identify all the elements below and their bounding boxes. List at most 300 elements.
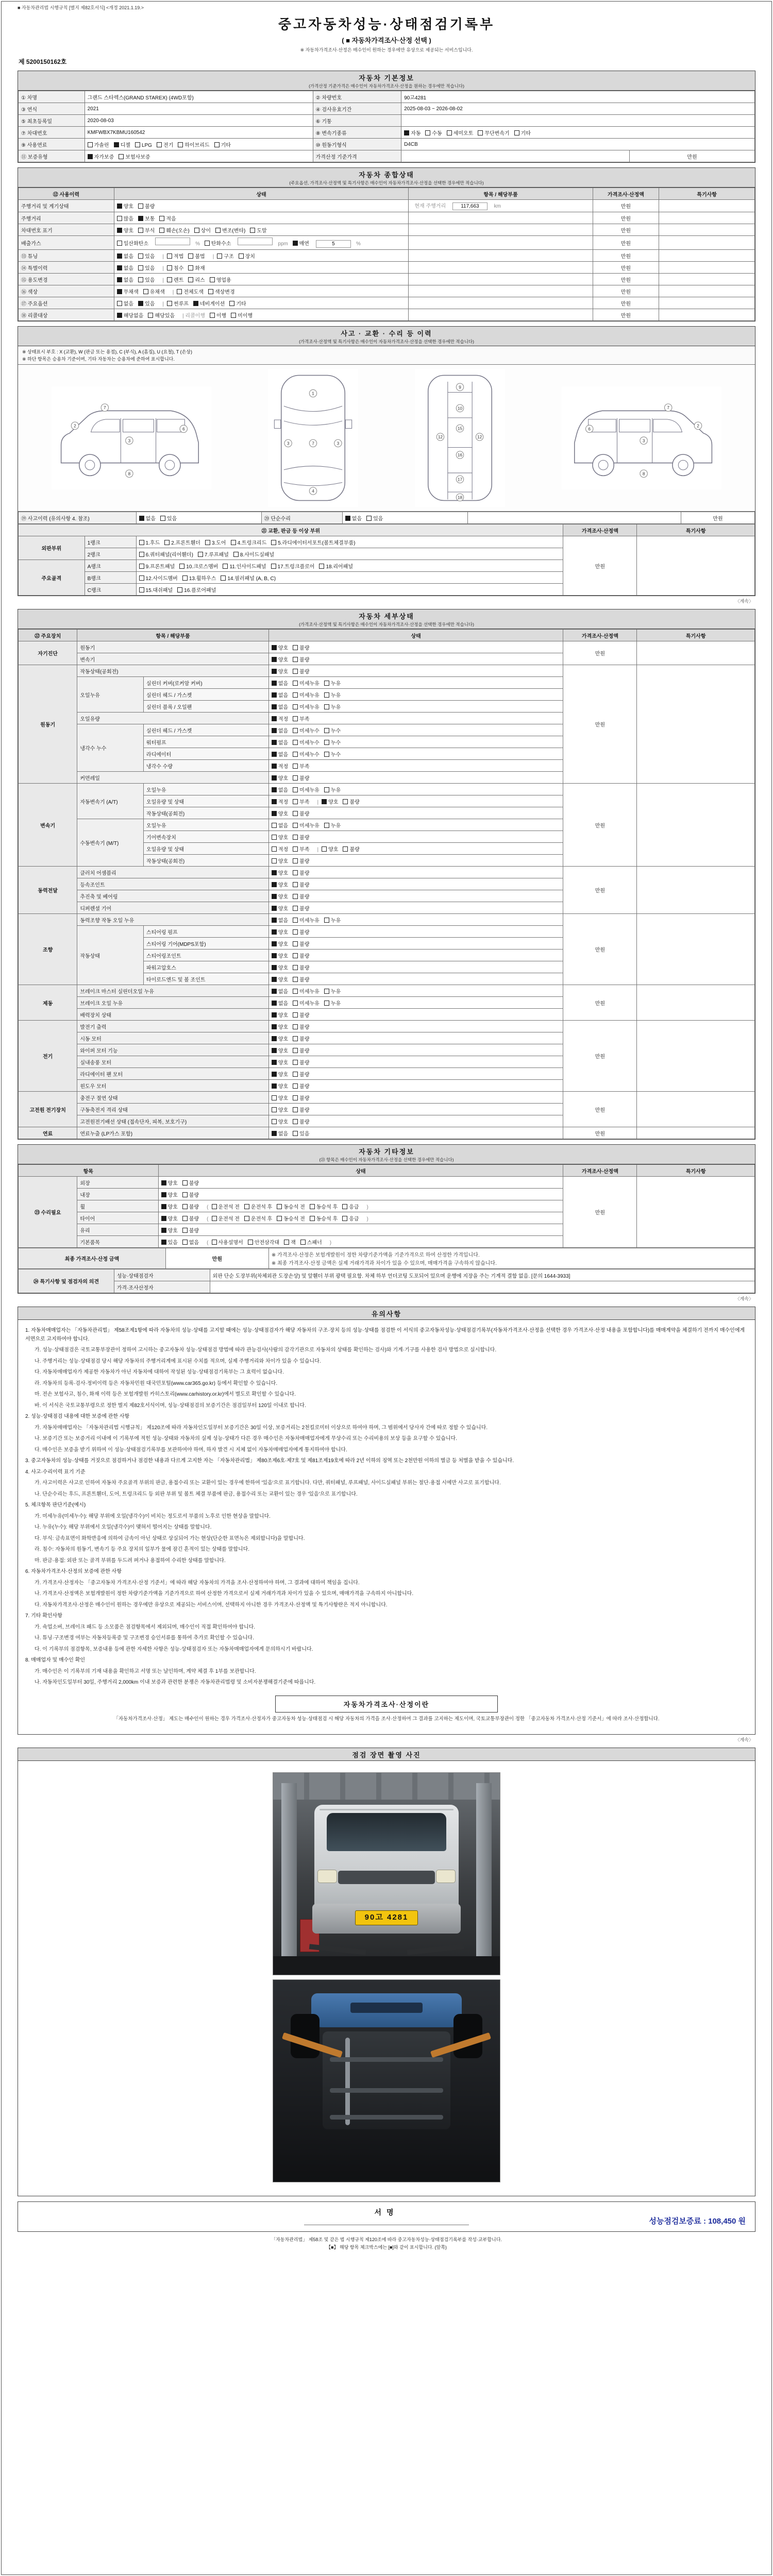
checkbox-불량[interactable]: 불량 [293,1070,309,1078]
checkbox-12.사이드멤버[interactable]: 12.사이드멤버 [139,574,178,582]
row-label: 윈도우 모터 [77,1080,269,1092]
notice-item: 나. 단순수리는 후드, 프론트휀더, 도어, 트렁크리드 등 외판 부위 및 볼트 체결 부품에 판금, 용접수리 또는 교환이 있는 경우 '있음'으로 표기합니다. [35,1491,358,1497]
vehicle-lower-grille [350,2003,423,2013]
checkbox-미세누수[interactable]: 미세누수 [293,750,320,758]
checkbox-17.트렁크플로어[interactable]: 17.트렁크플로어 [271,562,315,570]
cell [342,512,467,524]
cell: 현재 주행거리 117,663 km [409,200,593,212]
workshop-floor [273,1956,500,1975]
checkbox-불법[interactable]: 불법 [188,252,205,260]
checkbox-동승석 전[interactable]: 동승석 전 [277,1202,305,1210]
row-label: 연료누출 (LP가스 포함) [77,1127,269,1139]
checkbox-상이[interactable]: 상이 [194,226,211,234]
checkbox-없음[interactable]: 없음 [272,786,288,793]
cell [268,724,563,736]
cell [637,536,755,596]
checkbox-미세누유[interactable]: 미세누유 [293,821,320,829]
row-label: 실린더 커버(로커암 커버) [143,677,268,689]
checkbox-미세누유[interactable]: 미세누유 [293,679,320,687]
cell [268,736,563,748]
checkbox-미세누유[interactable]: 미세누유 [293,987,320,995]
checkbox-불량[interactable]: 불량 [293,667,309,675]
car-diagram-side-right [562,386,721,489]
checkbox-불량[interactable]: 불량 [293,975,309,983]
checkbox-14.필러패널 (A, B, C)[interactable]: 14.필러패널 (A, B, C) [221,574,276,582]
row-label: 실린더 헤드 / 가스켓 [143,689,268,701]
checkbox-썬루프[interactable]: 썬루프 [167,299,189,307]
checkbox-양호[interactable]: 양호 [161,1226,178,1234]
checkbox-11.인사이드패널[interactable]: 11.인사이드패널 [223,562,266,570]
checkbox-없음[interactable]: 없음 [272,999,288,1007]
checkbox-동승석 후[interactable]: 동승석 후 [310,1214,338,1222]
checkbox-없음[interactable]: 없음 [272,726,288,734]
checkbox-불량[interactable]: 불량 [293,952,309,959]
row-label: ⑮ 용도변경 [19,274,114,285]
checkbox-불량[interactable]: 불량 [293,1058,309,1066]
checkbox-없음[interactable]: 없음 [272,738,288,746]
row-label: 디퍼렌셜 기어 [77,902,269,914]
checkbox-없음[interactable]: 없음 [117,264,133,272]
checkbox-양호[interactable]: 양호 [272,880,288,888]
checkbox-탄화수소[interactable]: 탄화수소 [205,239,231,247]
checkbox-해당있음[interactable]: 해당있음 [148,311,175,319]
checkbox-양호[interactable]: 양호 [272,904,288,912]
checkbox-디젤[interactable]: 디젤 [114,141,130,148]
checkbox-적법[interactable]: 적법 [167,252,183,260]
checkbox-있음[interactable]: 있음 [138,276,155,283]
checkbox-하이브리드[interactable]: 하이브리드 [178,141,209,148]
checkbox-안전삼각대[interactable]: 안전삼각대 [248,1238,279,1246]
checkbox-적정[interactable]: 적정 [272,845,288,853]
checkbox-양호[interactable]: 양호 [272,655,288,663]
value-field[interactable]: 5 [316,240,351,248]
checkbox-누수[interactable]: 누수 [324,738,341,746]
car-diagram-underbody [415,369,505,507]
checkbox-기타[interactable]: 기타 [229,299,246,307]
section-basic-note: (가격산정 기준가격은 매수인이 자동차가격조사·산정을 원하는 경우에만 적습니다) [309,83,464,89]
checkbox-양호[interactable]: 양호 [272,963,288,971]
checkbox-적정[interactable]: 적정 [272,762,288,770]
checkbox-불량[interactable]: 불량 [293,928,309,936]
checkbox-5.라디에이터서포트(볼트체결부품)[interactable]: 5.라디에이터서포트(볼트체결부품) [271,538,355,546]
checkbox-미세누수[interactable]: 미세누수 [293,738,320,746]
checkbox-보험사보증[interactable]: 보험사보증 [119,152,150,160]
comprehensive-table [18,188,755,321]
row-label: ⑦ 차대번호 [19,127,85,139]
checkbox-불량[interactable]: 불량 [293,655,309,663]
row-label: 추진축 및 베어링 [77,890,269,902]
checkbox-양호[interactable]: 양호 [272,975,288,983]
checkbox-불량[interactable]: 불량 [182,1191,199,1198]
checkbox-양호[interactable]: 양호 [272,643,288,651]
checkbox-색상변경[interactable]: 색상변경 [208,287,235,295]
checkbox-양호[interactable]: 양호 [272,1070,288,1078]
checkbox-양호[interactable]: 양호 [272,1035,288,1042]
checkbox-불량[interactable]: 불량 [293,963,309,971]
checkbox-네비게이션[interactable]: 네비게이션 [193,299,225,307]
checkbox-양호[interactable]: 양호 [322,845,338,853]
checkbox-운전석 후[interactable]: 운전석 후 [244,1214,272,1222]
row-label: 동력전달 [19,867,77,914]
checkbox-양호[interactable]: 양호 [272,809,288,817]
checkbox-장치[interactable]: 장치 [239,252,255,260]
checkbox-세미오토[interactable]: 세미오토 [447,129,474,137]
checkbox-부족[interactable]: 부족 [293,715,309,722]
cell [268,938,563,950]
checkbox-구조[interactable]: 구조 [217,252,233,260]
checkbox-누유[interactable]: 누유 [324,679,341,687]
section-detail [18,609,755,1140]
checkbox-미세누유[interactable]: 미세누유 [293,916,320,924]
checkbox-전체도색[interactable]: 전체도색 [177,287,204,295]
checkbox-적정[interactable]: 적정 [272,798,288,805]
svg-text:17: 17 [457,477,463,482]
table-row [19,200,755,212]
checkbox-8.사이드실패널[interactable]: 8.사이드실패널 [233,550,274,558]
checkbox-불량[interactable]: 불량 [293,880,309,888]
cell [409,274,593,285]
checkbox-자가보증[interactable]: 자가보증 [88,152,114,160]
table-row [19,150,755,162]
crossmember [330,2088,443,2093]
checkbox-불량[interactable]: 불량 [182,1226,199,1234]
checkbox-불량[interactable]: 불량 [293,1106,309,1113]
table-row [19,867,755,878]
checkbox-누유[interactable]: 누유 [324,691,341,699]
checkbox-불량[interactable]: 불량 [182,1202,199,1210]
checkbox-16.플로어패널[interactable]: 16.플로어패널 [177,586,216,594]
photos-body [18,1761,755,2196]
cell: 만원 [681,512,755,524]
checkbox-불량[interactable]: 불량 [343,798,359,805]
checkbox-양호[interactable]: 양호 [272,1058,288,1066]
row-label: 실린더 블록 / 오일팬 [143,701,268,713]
checkbox-자동[interactable]: 자동 [404,129,421,137]
checkbox-미세누수[interactable]: 미세누수 [293,726,320,734]
column-header: 상태 [268,630,563,641]
checkbox-누유[interactable]: 누유 [324,786,341,793]
checkbox-부족[interactable]: 부족 [293,798,309,805]
checkbox-2.프론트휀더[interactable]: 2.프론트휀더 [164,538,200,546]
row-label: ㉑ 교환, 판금 등 이상 부위 [19,524,563,536]
checkbox-양호[interactable]: 양호 [161,1191,178,1198]
checkbox-훼손(오손)[interactable]: 훼손(오손) [159,226,189,234]
checkbox-없음[interactable]: 없음 [182,1238,199,1246]
checkbox-6.쿼터패널(리어휀더)[interactable]: 6.쿼터패널(리어휀더) [139,550,193,558]
checkbox-무채색[interactable]: 무채색 [117,287,139,295]
checkbox-양호[interactable]: 양호 [161,1202,178,1210]
checkbox-양호[interactable]: 양호 [272,952,288,959]
row-label: ② 차량번호 [313,91,401,103]
checkbox-없음[interactable]: 없음 [272,703,288,710]
checkbox-양호[interactable]: 양호 [272,928,288,936]
value-field[interactable] [155,238,190,245]
row-label: 실린더 헤드 / 가스켓 [143,724,268,736]
remarks-table [18,1269,755,1293]
checkbox-많음[interactable]: 많음 [117,214,133,222]
row-label: 냉각수 누수 [77,724,144,772]
checkbox-부식[interactable]: 부식 [138,226,155,234]
checkbox-미세누유[interactable]: 미세누유 [293,786,320,793]
vehicle-grille [338,1871,435,1884]
cell [659,262,755,274]
checkbox-양호[interactable]: 양호 [272,1082,288,1090]
checkbox-스패너[interactable]: 스패너 [300,1238,322,1246]
checkbox-일산화탄소[interactable]: 일산화탄소 [117,239,148,247]
checkbox-없음[interactable]: 없음 [272,821,288,829]
cell: 무채색 유채색 | 전체도색 색상변경 [114,285,409,297]
checkbox-있음[interactable]: 있음 [138,264,155,272]
checkbox-해당없음[interactable]: 해당없음 [117,311,144,319]
footer [18,2236,755,2252]
column-header: 가격조사·산정액 [593,188,659,200]
checkbox-양호[interactable]: 양호 [272,940,288,947]
checkbox-양호[interactable]: 양호 [272,833,288,841]
checkbox-불량[interactable]: 불량 [182,1214,199,1222]
checkbox-불량[interactable]: 불량 [343,845,359,853]
checkbox-불량[interactable]: 불량 [293,1082,309,1090]
checkbox-10.크로스멤버[interactable]: 10.크로스멤버 [179,562,218,570]
cell [637,784,755,867]
checkbox-불량[interactable]: 불량 [293,1023,309,1030]
cell [268,997,563,1009]
svg-text:8: 8 [128,471,131,477]
checkbox-영업용[interactable]: 영업용 [210,276,231,283]
checkbox-누유[interactable]: 누유 [324,703,341,710]
checkbox-기타[interactable]: 기타 [514,129,531,137]
row-label: ⑨ 사용연료 [19,139,85,150]
cell: 있음 없음 ( 사용설명서 안전삼각대 잭 스패너 ) [158,1236,563,1248]
checkbox-수동[interactable]: 수동 [425,129,442,137]
signature-line[interactable] [304,2217,469,2225]
checkbox-미세누유[interactable]: 미세누유 [293,703,320,710]
checkbox-3.도어[interactable]: 3.도어 [205,538,226,546]
section-photos-title: 점검 장면 촬영 사진 [352,1751,421,1759]
checkbox-양호[interactable]: 양호 [272,1046,288,1054]
checkbox-적음[interactable]: 적음 [159,214,176,222]
section-accident-title: 사고 · 교환 · 수리 등 이력 [341,330,432,337]
checkbox-없음[interactable]: 없음 [272,1129,288,1137]
checkbox-부족[interactable]: 부족 [293,845,309,853]
cell [136,536,563,548]
table-row [19,985,755,997]
checkbox-불량[interactable]: 불량 [293,940,309,947]
checkbox-불량[interactable]: 불량 [293,904,309,912]
checkbox-양호[interactable]: 양호 [272,1094,288,1101]
checkbox-매연[interactable]: 매연 [293,239,309,247]
checkbox-양호[interactable]: 양호 [272,869,288,876]
row-label: A랭크 [85,560,136,572]
cell [158,1224,563,1236]
row-label: 연료 [19,1127,77,1139]
checkbox-적정[interactable]: 적정 [272,715,288,722]
checkbox-양호[interactable]: 양호 [161,1179,178,1187]
checkbox-불량[interactable]: 불량 [182,1179,199,1187]
row-label: 변속기 [77,653,269,665]
table-row [19,641,755,653]
checkbox-누유[interactable]: 누유 [324,999,341,1007]
svg-text:4: 4 [312,489,314,494]
checkbox-LPG[interactable]: LPG [135,142,152,148]
section-etc-info [18,1144,755,1294]
checkbox-9.프론트패널[interactable]: 9.프론트패널 [139,562,175,570]
checkbox-동승석 전[interactable]: 동승석 전 [277,1214,305,1222]
checkbox-불량[interactable]: 불량 [138,202,155,210]
checkbox-변조(변타)[interactable]: 변조(변타) [215,226,245,234]
checkbox-불량[interactable]: 불량 [293,643,309,651]
checkbox-가솔린[interactable]: 가솔린 [88,141,109,148]
accident-summary-table [18,512,755,524]
checkbox-운전석 전[interactable]: 운전석 전 [212,1214,240,1222]
page-subtitle: ( ■ 자동차가격조사·산정 선택 ) [342,37,431,44]
row-label: ⑰ 주요옵션 [19,297,114,309]
checkbox-4.트렁크리드[interactable]: 4.트렁크리드 [231,538,267,546]
checkbox-없음[interactable]: 없음 [272,987,288,995]
checkbox-양호[interactable]: 양호 [272,857,288,865]
checkbox-유채색[interactable]: 유채색 [143,287,165,295]
value-field[interactable]: 117,663 [452,202,488,210]
checkbox-미이행[interactable]: 미이행 [231,311,253,319]
checkbox-있음[interactable]: 있음 [366,514,383,522]
checkbox-부족[interactable]: 부족 [293,762,309,770]
checkbox-리스[interactable]: 리스 [188,276,205,283]
checkbox-렌트[interactable]: 렌트 [167,276,183,283]
checkbox-13.휠하우스[interactable]: 13.휠하우스 [182,574,216,582]
checkbox-운전석 후[interactable]: 운전석 후 [244,1202,272,1210]
checkbox-불량[interactable]: 불량 [293,1094,309,1101]
cell [136,512,261,524]
cell [268,1127,563,1139]
checkbox-있음[interactable]: 있음 [138,252,155,260]
notice-item: 1. 자동차매매업자는 「자동차관리법」 제58조제1항에 따라 자동차의 성능·상태를 고지할 때에는 성능·상태점검자가 해당 자동차의 구조·장치 등의 성능·상태를 점검한 이 서식의 중고자동차성능·상태점검기록부(자동차가격조사·산정을 선택한 경우 가격조사·산정 내용을 포함합니다)를 매매계약을 체결하기 전까지 매수인에게 서면으로 고지하여야 합니다. [25,1328,745,1342]
checkbox-불량[interactable]: 불량 [293,774,309,782]
checkbox-없음[interactable]: 없음 [345,514,362,522]
checkbox-잭[interactable]: 잭 [284,1238,296,1246]
row-label: 오일누유 [143,819,268,831]
checkbox-동승석 후[interactable]: 동승석 후 [310,1202,338,1210]
checkbox-있음[interactable]: 있음 [160,514,177,522]
checkbox-불량[interactable]: 불량 [293,1046,309,1054]
cell [136,572,563,584]
checkbox-불량[interactable]: 불량 [293,809,309,817]
checkbox-1.후드[interactable]: 1.후드 [139,538,160,546]
table-row [19,1281,755,1293]
checkbox-양호[interactable]: 양호 [272,1117,288,1125]
checkbox-누유[interactable]: 누유 [324,821,341,829]
checkbox-7.루프패널[interactable]: 7.루프패널 [198,550,229,558]
cell [409,297,593,309]
checkbox-전기[interactable]: 전기 [157,141,173,148]
checkbox-운전석 전[interactable]: 운전석 전 [212,1202,240,1210]
checkbox-없음[interactable]: 없음 [139,514,156,522]
car-diagram-side-left [52,386,211,489]
checkbox-응급[interactable]: 응급 [342,1214,359,1222]
checkbox-이행[interactable]: 이행 [210,311,226,319]
row-label: ⑱ 리콜대상 [19,309,114,321]
checkbox-양호[interactable]: 양호 [272,892,288,900]
notice-item: 가. 가격조사·산정자는 「중고자동차 가격조사·산정 기준서」에 따라 해당 자동차의 가격을 조사·산정하여야 하며, 그 결과에 대하여 책임을 집니다. [35,1580,360,1586]
cell [268,961,563,973]
checkbox-양호[interactable]: 양호 [161,1214,178,1222]
checkbox-있음[interactable]: 있음 [138,299,155,307]
checkbox-양호[interactable]: 양호 [272,667,288,675]
checkbox-양호[interactable]: 양호 [272,1011,288,1019]
section-notice-title: 유의사항 [371,1310,402,1318]
checkbox-없음[interactable]: 없음 [272,916,288,924]
checkbox-누유[interactable]: 누유 [324,987,341,995]
checkbox-사용설명서[interactable]: 사용설명서 [212,1238,243,1246]
lift-post-left [281,1783,297,1975]
row-label: ⑲ 사고이력 (유의사항 4. 참조) [19,512,137,524]
cell [136,584,563,596]
checkbox-양호[interactable]: 양호 [117,202,133,210]
table-row [19,1127,755,1139]
cell: 만원 [593,262,659,274]
checkbox-무단변속기[interactable]: 무단변속기 [478,129,509,137]
checkbox-불량[interactable]: 불량 [293,1035,309,1042]
checkbox-없음[interactable]: 없음 [117,276,133,283]
checkbox-누수[interactable]: 누수 [324,726,341,734]
checkbox-미세누유[interactable]: 미세누유 [293,999,320,1007]
checkbox-불량[interactable]: 불량 [293,892,309,900]
checkbox-있음[interactable]: 있음 [293,1129,309,1137]
checkbox-없음[interactable]: 없음 [117,252,133,260]
notice-item: 가. 매수인은 이 기록부의 기재 내용을 확인하고 서명 또는 날인하며, 계약 체결 후 1부를 보관합니다. [35,1668,256,1674]
table-row [19,127,755,139]
checkbox-누수[interactable]: 누수 [324,750,341,758]
checkbox-양호[interactable]: 양호 [272,774,288,782]
row-label: 유리 [77,1224,158,1236]
notice-item: 가. 자동차매매업자는 「자동차관리법 시행규칙」 제120조에 따라 자동차인도일부터 보증기간은 30일 이상, 보증거리는 2천킬로미터 이상으로 하여야 하며, 그 범위에서 당사자 간에 따로 정할 수 있습니다. [35,1425,488,1431]
checkbox-미세누유[interactable]: 미세누유 [293,691,320,699]
checkbox-불량[interactable]: 불량 [293,869,309,876]
checkbox-불량[interactable]: 불량 [293,833,309,841]
checkbox-없음[interactable]: 없음 [117,299,133,307]
checkbox-있음[interactable]: 있음 [161,1238,178,1246]
row-label: 오일유량 및 상태 [143,843,268,855]
checkbox-도말[interactable]: 도말 [250,226,266,234]
checkbox-누유[interactable]: 누유 [324,916,341,924]
checkbox-불량[interactable]: 불량 [293,1011,309,1019]
checkbox-불량[interactable]: 불량 [293,1117,309,1125]
row-label: 실내송풍 모터 [77,1056,269,1068]
checkbox-양호[interactable]: 양호 [272,1023,288,1030]
checkbox-18.리어패널[interactable]: 18.리어패널 [319,562,353,570]
checkbox-보통[interactable]: 보통 [138,214,155,222]
checkbox-양호[interactable]: 양호 [117,226,133,234]
checkbox-응급[interactable]: 응급 [342,1202,359,1210]
checkbox-15.대쉬패널[interactable]: 15.대쉬패널 [139,586,173,594]
vehicle-headlight-right [436,1870,456,1883]
section-basic-band [18,71,755,91]
checkbox-불량[interactable]: 불량 [293,857,309,865]
row-label: 라디에이터 [143,748,268,760]
row-label: 냉각수 수량 [143,760,268,772]
checkbox-없음[interactable]: 없음 [272,691,288,699]
checkbox-없음[interactable]: 없음 [272,750,288,758]
checkbox-양호[interactable]: 양호 [272,1106,288,1113]
cell [268,1021,563,1032]
checkbox-기타[interactable]: 기타 [214,141,231,148]
checkbox-없음[interactable]: 없음 [272,679,288,687]
checkbox-양호[interactable]: 양호 [322,798,338,805]
table-row [19,274,755,285]
checkbox-침수[interactable]: 침수 [167,264,183,272]
cell [268,867,563,878]
cell [268,985,563,997]
checkbox-화재[interactable]: 화재 [188,264,205,272]
value-field[interactable] [238,238,273,245]
